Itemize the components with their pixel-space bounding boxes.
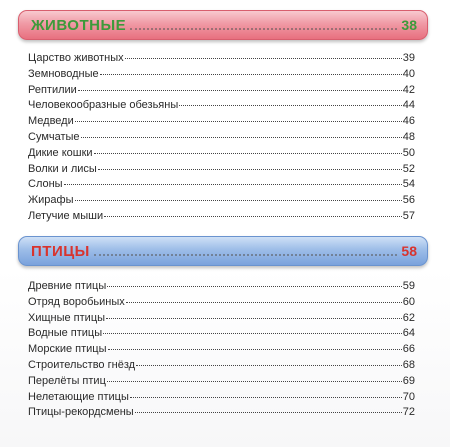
toc-entry[interactable] [28, 375, 415, 391]
section-page-animals: 38 [401, 17, 417, 33]
toc-entry[interactable] [28, 147, 415, 163]
toc-entry-label: Перелёты птиц [28, 374, 106, 387]
toc-entry-page: 70 [402, 390, 415, 403]
toc-leader-dots [107, 286, 401, 287]
section-title-birds: ПТИЦЫ [31, 242, 90, 260]
toc-leader-dots [179, 105, 402, 106]
toc-entry[interactable] [28, 178, 415, 194]
toc-leader-dots [125, 58, 402, 59]
toc-entry-page: 57 [402, 209, 415, 222]
toc-entry[interactable] [28, 406, 415, 422]
toc-entry-label: Слоны [28, 178, 63, 191]
toc-entry-label: Отряд воробьиных [28, 295, 125, 308]
toc-entry-label: Морские птицы [28, 343, 107, 356]
toc-entry-page: 59 [402, 280, 415, 292]
toc-leader-dots [75, 200, 402, 201]
toc-entry-page: 62 [402, 311, 415, 324]
toc-leader-dots [100, 74, 402, 75]
toc-leader-dots [81, 137, 402, 138]
section-header-birds[interactable] [18, 236, 428, 266]
toc-entry[interactable] [28, 163, 415, 179]
toc-entry-label: Хищные птицы [28, 311, 106, 324]
toc-entry[interactable] [28, 52, 415, 68]
toc-entry[interactable] [28, 210, 415, 226]
toc-entry-label: Строительство гнёзд [28, 358, 136, 371]
toc-leader-dots [126, 302, 402, 303]
toc-entry[interactable] [28, 131, 415, 147]
toc-entry[interactable] [28, 280, 415, 296]
toc-entry-page: 40 [402, 67, 415, 80]
toc-entry-label: Жирафы [28, 194, 74, 207]
toc-leader-dots [94, 153, 402, 154]
toc-entry-page: 54 [402, 178, 415, 191]
toc-entry[interactable] [28, 68, 415, 84]
toc-entry-label: Нелетающие птицы [28, 390, 129, 403]
toc-entry-page: 60 [402, 295, 415, 308]
toc-leader-dots [98, 169, 402, 170]
toc-entry-page: 56 [402, 194, 415, 207]
section-header-animals[interactable] [18, 10, 428, 40]
toc-list-animals [28, 52, 415, 226]
toc-entry-label: Волки и лисы [28, 162, 97, 175]
toc-entry[interactable] [28, 115, 415, 131]
toc-entry[interactable] [28, 359, 415, 375]
section-leader-dots [130, 28, 397, 30]
toc-entry[interactable] [28, 84, 415, 100]
toc-leader-dots [64, 184, 402, 185]
toc-entry-page: 46 [402, 115, 415, 128]
toc-entry[interactable] [28, 194, 415, 210]
toc-leader-dots [78, 90, 402, 91]
toc-leader-dots [75, 121, 402, 122]
toc-entry[interactable] [28, 296, 415, 312]
toc-leader-dots [103, 333, 402, 334]
toc-entry-label: Сумчатые [28, 130, 80, 143]
toc-entry-label: Человекообразные обезьяны [28, 99, 179, 112]
toc-leader-dots [130, 397, 402, 398]
toc-leader-dots [136, 365, 402, 366]
toc-entry-page: 64 [402, 327, 415, 340]
section-page-birds: 58 [401, 243, 417, 259]
toc-entry[interactable] [28, 343, 415, 359]
toc-entry-page: 72 [402, 406, 415, 419]
toc-entry[interactable] [28, 327, 415, 343]
toc-entry-page: 50 [402, 146, 415, 159]
toc-entry-label: Древние птицы [28, 280, 107, 292]
toc-entry-label: Земноводные [28, 67, 99, 80]
toc-entry[interactable] [28, 99, 415, 115]
toc-entry[interactable] [28, 312, 415, 328]
section-title-animals: ЖИВОТНЫЕ [31, 16, 127, 34]
toc-leader-dots [135, 412, 402, 413]
toc-entry-page: 48 [402, 130, 415, 143]
section-leader-dots [94, 254, 398, 256]
toc-entry-page: 68 [402, 358, 415, 371]
toc-entry-page: 42 [402, 83, 415, 96]
toc-entry-label: Медведи [28, 115, 74, 128]
toc-entry-label: Птицы-рекордсмены [28, 406, 134, 419]
toc-list-birds [28, 280, 415, 422]
toc-entry-page: 69 [402, 374, 415, 387]
toc-entry-label: Дикие кошки [28, 146, 93, 159]
toc-leader-dots [107, 381, 402, 382]
toc-entry-page: 39 [402, 52, 415, 64]
toc-entry-label: Рептилии [28, 83, 77, 96]
toc-entry-label: Царство животных [28, 52, 124, 64]
toc-leader-dots [106, 318, 402, 319]
toc-entry-page: 66 [402, 343, 415, 356]
toc-leader-dots [108, 349, 402, 350]
toc-entry-label: Летучие мыши [28, 209, 104, 222]
toc-entry-label: Водные птицы [28, 327, 103, 340]
toc-leader-dots [104, 216, 402, 217]
toc-entry-page: 44 [402, 99, 415, 112]
toc-entry-page: 52 [402, 162, 415, 175]
toc-entry[interactable] [28, 391, 415, 407]
